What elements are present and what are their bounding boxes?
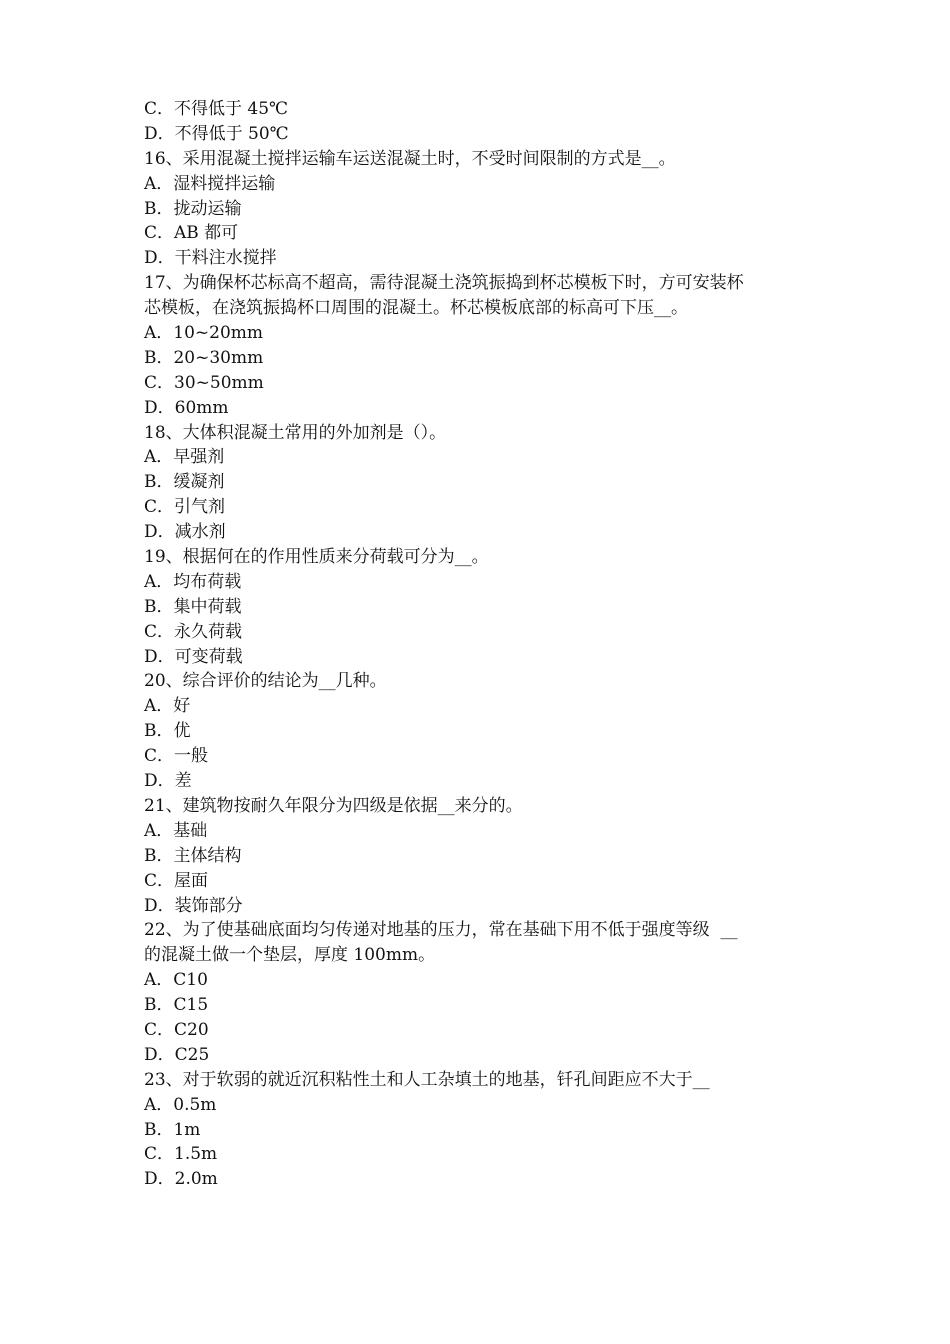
document-page	[144, 97, 814, 1192]
option-line: D．可变荷载	[144, 646, 243, 667]
option-line: A．早强剂	[144, 447, 225, 468]
option-line: D．C25	[144, 1044, 210, 1065]
option-line: A．10~20mm	[144, 323, 264, 344]
option-line: A．湿料搅拌运输	[144, 173, 276, 194]
option-line: D．装饰部分	[144, 895, 243, 916]
question-line: 22、为了使基础底面均匀传递对地基的压力，常在基础下用不低于强度等级 __	[144, 920, 738, 941]
question-line: 16、采用混凝土搅拌运输车运送混凝土时，不受时间限制的方式是__。	[144, 148, 676, 169]
option-line: D．干料注水搅拌	[144, 248, 277, 269]
option-line: C．引气剂	[144, 497, 226, 518]
option-line: D．2.0m	[144, 1169, 218, 1190]
question-line: 23、对于软弱的就近沉积粘性土和人工杂填土的地基，钎孔间距应不大于__	[144, 1069, 710, 1090]
question-line: 21、建筑物按耐久年限分为四级是依据__来分的。	[144, 795, 523, 816]
option-line: A．好	[144, 696, 191, 717]
option-line: A．基础	[144, 820, 208, 841]
option-line: C．不得低于 45℃	[144, 99, 289, 119]
option-line: A．C10	[144, 970, 208, 991]
option-line: B．缓凝剂	[144, 472, 225, 493]
option-line: C．AB 都可	[144, 223, 239, 244]
option-line: D．不得低于 50℃	[144, 123, 289, 144]
option-line: D．减水剂	[144, 522, 226, 543]
option-line: D．差	[144, 771, 192, 792]
question-line: 的混凝土做一个垫层，厚度 100mm。	[144, 945, 436, 966]
option-line: C．屋面	[144, 870, 209, 891]
question-line: 20、综合评价的结论为__几种。	[144, 671, 387, 692]
option-line: C．30~50mm	[144, 372, 264, 393]
question-line: 17、为确保杯芯标高不超高，需待混凝土浇筑振捣到杯芯模板下时，方可安装杯	[144, 273, 744, 294]
question-line: 18、大体积混凝土常用的外加剂是（）。	[144, 422, 447, 443]
question-line: 19、根据何在的作用性质来分荷载可分为__。	[144, 547, 489, 568]
option-line: B．C15	[144, 995, 209, 1016]
option-line: C．永久荷载	[144, 621, 243, 642]
option-line: C．一般	[144, 746, 209, 767]
option-line: B．优	[144, 721, 191, 742]
option-line: B．1m	[144, 1119, 201, 1140]
option-line: B．拢动运输	[144, 198, 242, 219]
option-line: A．均布荷载	[144, 571, 242, 592]
option-line: B．集中荷载	[144, 596, 242, 617]
question-line: 芯模板，在浇筑振捣杯口周围的混凝土。杯芯模板底部的标高可下压__。	[144, 298, 688, 319]
option-line: A．0.5m	[144, 1094, 217, 1115]
option-line: D．60mm	[144, 397, 229, 418]
option-line: B．20~30mm	[144, 347, 264, 368]
option-line: C．C20	[144, 1019, 209, 1040]
option-line: C．1.5m	[144, 1144, 218, 1165]
option-line: B．主体结构	[144, 845, 242, 866]
